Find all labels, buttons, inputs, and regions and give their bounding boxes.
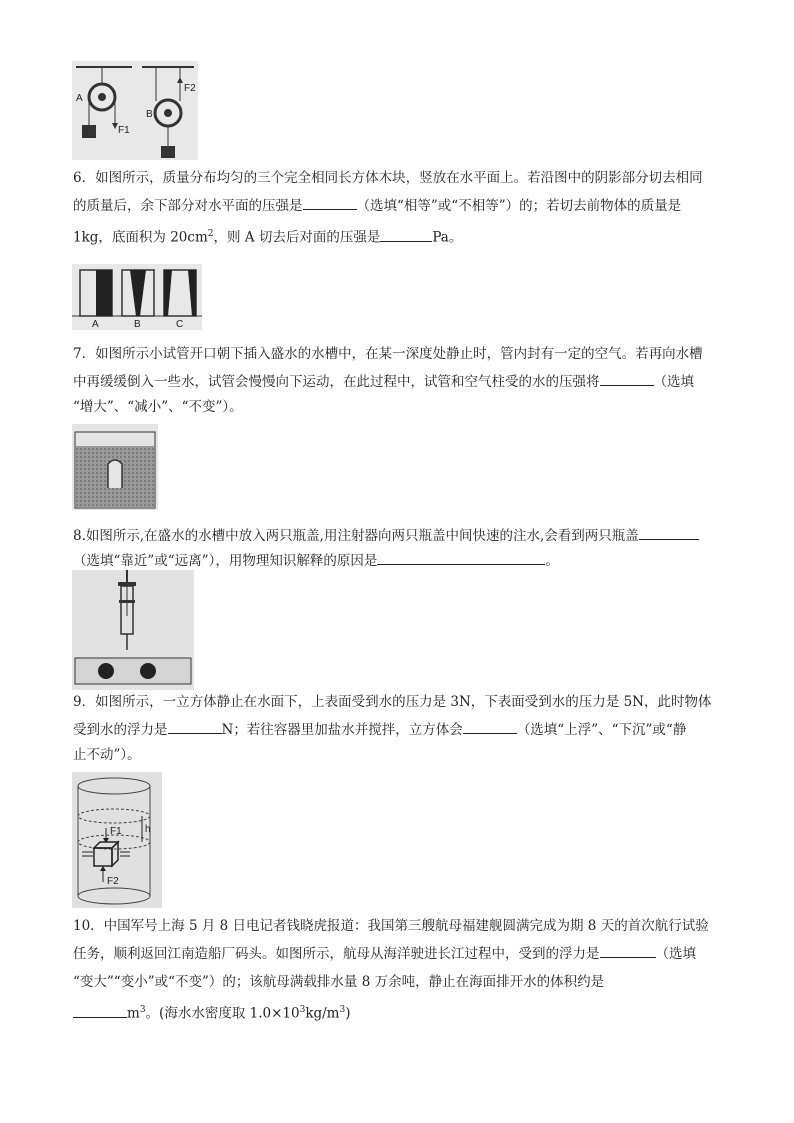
q10-text: 。(海水水密度取 1.0×10 [145,1005,300,1022]
q8-text: （选填“靠近”或“远离”），用物理知识解释的原因是 [73,553,378,569]
answer-blank[interactable] [380,227,432,242]
question-8 [73,522,725,572]
answer-blank[interactable] [303,195,357,210]
question-10 [73,912,725,1028]
blocks-diagram [72,264,202,330]
q6-text: Pa。 [432,229,463,246]
pulley-diagram [72,61,198,160]
question-7 [73,340,725,418]
superscript: 2 [207,229,214,239]
q7-line3: “增大”、“减小”、“不变”）。 [73,399,243,415]
q10-text: 任务，顺利返回江南造船厂码头。如图所示，航母从海洋驶进长江过程中，受到的浮力是 [73,946,600,962]
label-a: A [92,319,99,330]
q9-text: （选填“上浮”、“下沉”或“静 [516,722,687,738]
q7-text: （选填 [653,374,694,390]
label-f1: F1 [118,125,130,136]
question-6 [73,164,725,252]
answer-blank[interactable] [73,1003,127,1018]
cube-figure [72,772,162,908]
q6-text: ，则 A 切去后对面的压强是 [213,229,381,246]
label-a: A [76,93,83,104]
q10-line4 [73,996,725,1028]
q6-text: 的质量后，余下部分对水平面的压强是 [73,198,303,214]
cube-diagram [72,772,162,908]
answer-blank[interactable] [377,550,545,565]
q10-text: （选填 [655,946,696,962]
q6-line1: 6．如图所示，质量分布均匀的三个完全相同长方体木块，竖放在水平面上。若沿图中的阴影部分切去相同 [73,170,703,186]
label-f2: F2 [107,876,119,887]
pulley-figure [72,61,198,160]
label-b: B [146,109,153,120]
q9-line2 [73,716,725,744]
q6-text: （选填“相等”或“不相等”）的；若切去前物体的质量是 [356,198,682,214]
q10-text: ) [345,1005,351,1022]
q8-text: 。 [545,553,559,569]
blocks-figure [72,264,202,330]
q9-line1: 9．如图所示，一立方体静止在水面下，上表面受到水的压力是 3N，下表面受到水的压力是 5N，此时物体 [73,694,712,710]
answer-blank[interactable] [600,943,656,958]
label-f1: F1 [110,826,122,837]
q6-line2 [73,192,725,220]
q10-text: m [127,1005,140,1022]
superscript: 3 [339,1005,346,1015]
answer-blank[interactable] [463,719,517,734]
q10-line1: 10．中国军号上海 5 月 8 日电记者钱晓虎报道：我国第三艘航母福建舰圆满完成为期 8 天的首次航行试验 [73,918,709,934]
superscript: 3 [299,1005,306,1015]
label-f2: F2 [184,83,196,94]
q6-text: 1kg，底面积为 20cm [73,229,208,246]
q10-text: kg/m [305,1005,340,1022]
syringe-figure [72,570,194,690]
q9-text: 受到水的浮力是 [73,722,168,738]
syringe-diagram [72,570,194,690]
test-tube-figure [72,424,158,510]
answer-blank[interactable] [168,719,222,734]
label-c: C [176,319,184,330]
label-b: B [134,319,141,330]
q7-line2 [73,368,725,396]
label-h: h [145,824,151,835]
superscript: 3 [139,1005,146,1015]
test-tube-diagram [72,424,158,510]
q8-text: 8.如图所示,在盛水的水槽中放入两只瓶盖,用注射器向两只瓶盖中间快速的注水,会看到两只瓶盖 [73,528,639,544]
q10-line3 [73,968,725,996]
question-9 [73,688,725,766]
answer-blank[interactable] [600,371,654,386]
q8-line1 [73,522,725,550]
q9-line3: 止不动”）。 [73,747,141,763]
q10-text: “变大”“变小”或“不变”）的；该航母满载排水量 8 万余吨，静止在海面排开水的体积约是 [73,974,605,990]
q8-line2 [73,550,725,572]
q7-text: 中再缓缓倒入一些水，试管会慢慢向下运动，在此过程中，试管和空气柱受的水的压强将 [73,374,600,390]
answer-blank[interactable] [639,525,699,540]
q6-line3 [73,220,725,252]
q9-text: N；若往容器里加盐水并搅拌，立方体会 [221,722,463,738]
q10-line2 [73,940,725,968]
q7-line1: 7．如图所示小试管开口朝下插入盛水的水槽中，在某一深度处静止时，管内封有一定的空气。若再向水槽 [73,346,703,362]
